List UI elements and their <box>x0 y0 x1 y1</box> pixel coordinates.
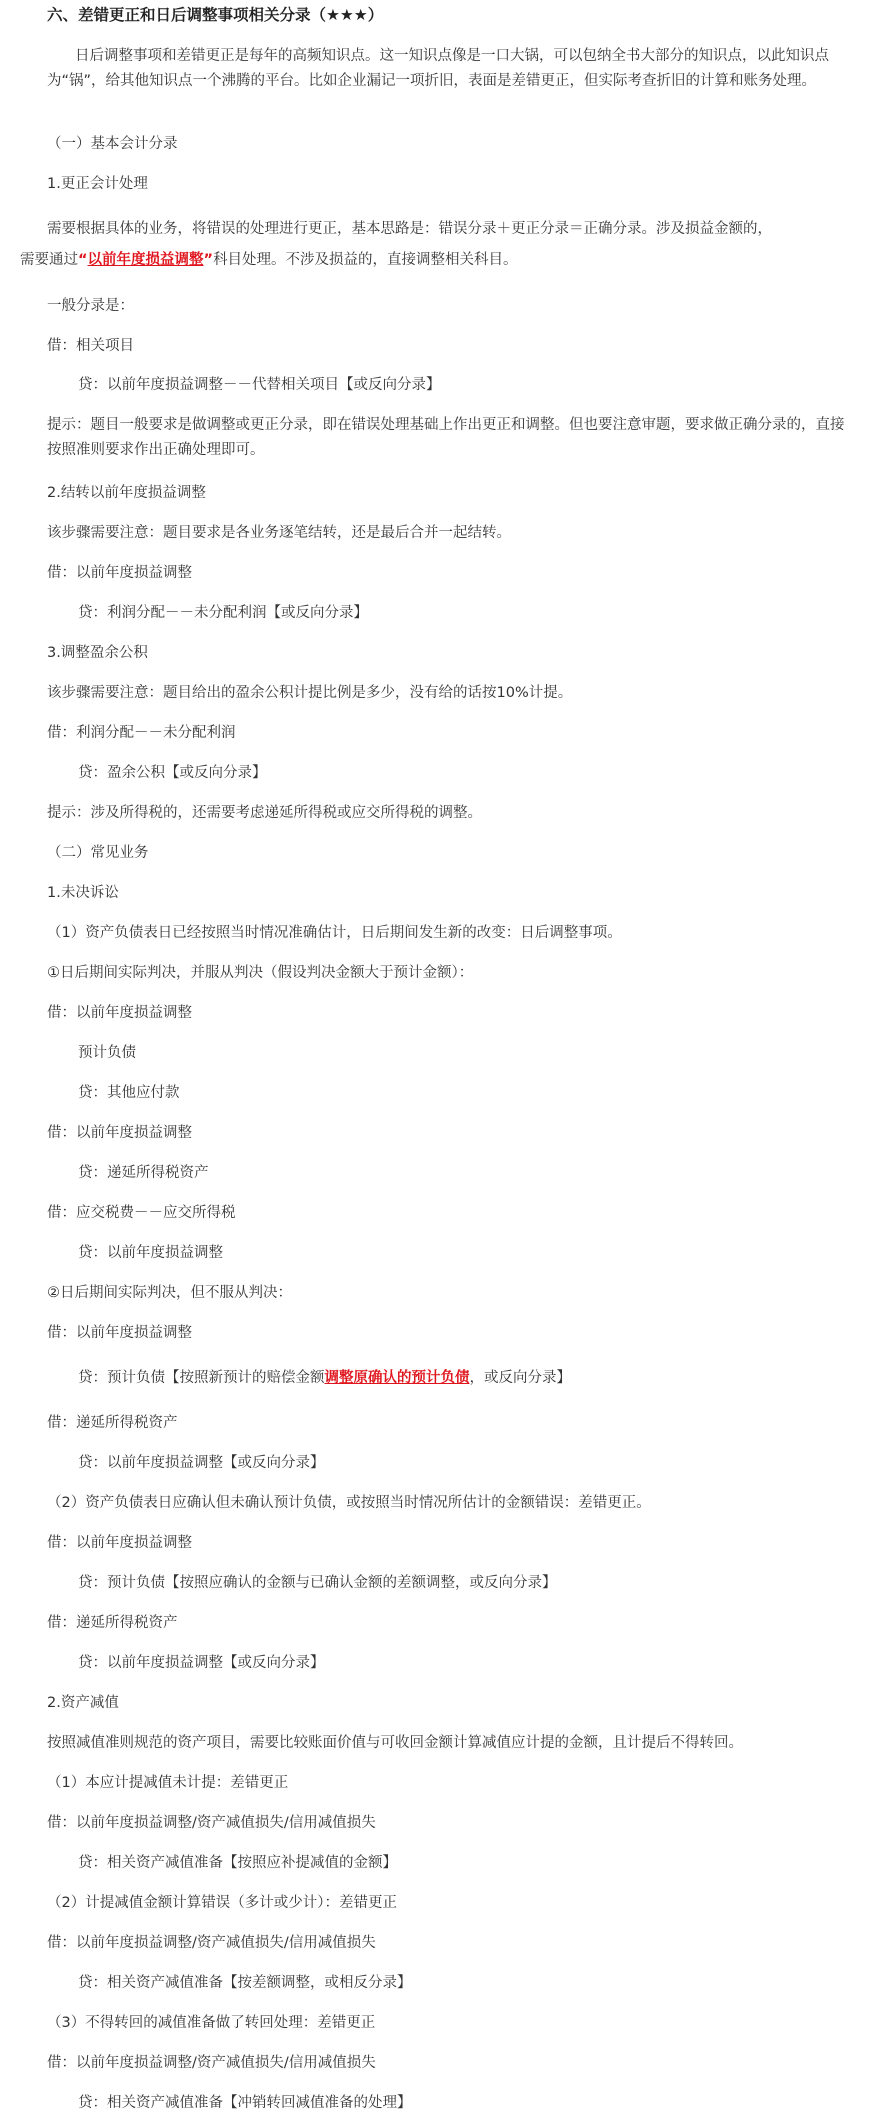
tip-paragraph: 提示：题目一般要求是做调整或更正分录，即在错误处理基础上作出更正和调整。但也要注意审题，要求做正确分录的，直接按照准则要求作出正确处理即可。 <box>47 417 845 458</box>
highlight-adjust-estimate: 调整原确认的预计负债 <box>324 1370 470 1386</box>
entry-debit: 借：递延所得税资产 <box>47 1415 178 1431</box>
correction-paragraph-line2 <box>0 250 872 270</box>
text-fragment: ，或反向分录】 <box>469 1370 571 1386</box>
entry-credit <box>0 1368 872 1388</box>
entry-credit: 贷：以前年度损益调整－－代替相关项目【或反向分录】 <box>78 377 441 393</box>
entry-credit: 贷：盈余公积【或反向分录】 <box>78 765 267 781</box>
text-fragment: 需要通过 <box>20 252 78 268</box>
entry-debit: 借：以前年度损益调整 <box>47 565 192 581</box>
impairment-case-1: （1）本应计提减值未计提：差错更正 <box>47 1775 289 1791</box>
case-1b: ②日后期间实际判决，但不服从判决： <box>47 1285 292 1301</box>
heading-litigation: 1.未决诉讼 <box>47 885 119 901</box>
entry-debit: 借：以前年度损益调整/资产减值损失/信用减值损失 <box>47 2055 376 2071</box>
entry-credit: 贷：以前年度损益调整【或反向分录】 <box>78 1655 325 1671</box>
heading-basic-entries: （一）基本会计分录 <box>47 136 178 152</box>
highlight-prior-year-adjustment: 以前年度损益调整 <box>87 252 204 268</box>
heading-common: （二）常见业务 <box>47 845 149 861</box>
case-1: （1）资产负债表日已经按照当时情况准确估计，日后期间发生新的改变：日后调整事项。 <box>47 925 622 941</box>
entry-debit-sub: 预计负债 <box>78 1045 136 1061</box>
entry-credit: 贷：相关资产减值准备【按照应补提减值的金额】 <box>78 1855 397 1871</box>
correction-paragraph-line1: 需要根据具体的业务，将错误的处理进行更正，基本思路是：错误分录＋更正分录＝正确分录。涉及损益金额的， <box>47 221 772 237</box>
impairment-case-2: （2）计提减值金额计算错误（多计或少计）：差错更正 <box>47 1895 397 1911</box>
entry-debit: 借：以前年度损益调整/资产减值损失/信用减值损失 <box>47 1935 376 1951</box>
entry-debit: 借：递延所得税资产 <box>47 1615 178 1631</box>
entry-debit: 借：利润分配－－未分配利润 <box>47 725 236 741</box>
case-1a: ①日后期间实际判决，并服从判决（假设判决金额大于预计金额）： <box>47 965 474 981</box>
tip-tax: 提示：涉及所得税的，还需要考虑递延所得税或应交所得税的调整。 <box>47 805 482 821</box>
entry-credit: 贷：递延所得税资产 <box>78 1165 209 1181</box>
case-2: （2）资产负债表日应确认但未确认预计负债，或按照当时情况所估计的金额错误：差错更正。 <box>47 1495 651 1511</box>
entry-debit: 借：相关项目 <box>47 338 134 354</box>
entry-credit: 贷：以前年度损益调整 <box>78 1245 223 1261</box>
note-impairment: 按照减值准则规范的资产项目，需要比较账面价值与可收回金额计算减值应计提的金额，且计提后不得转回。 <box>47 1735 743 1751</box>
heading-surplus: 3.调整盈余公积 <box>47 645 148 661</box>
intro-paragraph: 日后调整事项和差错更正是每年的高频知识点。这一知识点像是一口大锅，可以包纳全书大部分的知识点，以此知识点为“锅”，给其他知识点一个沸腾的平台。比如企业漏记一项折旧，表面是差错更正，但实际考查折旧的计算和账务处理。 <box>47 48 829 89</box>
entry-credit: 贷：相关资产减值准备【冲销转回减值准备的处理】 <box>78 2095 412 2111</box>
entry-credit: 贷：预计负债【按照应确认的金额与已确认金额的差额调整，或反向分录】 <box>78 1575 557 1591</box>
general-entry-label: 一般分录是： <box>47 298 134 314</box>
entry-debit: 借：以前年度损益调整/资产减值损失/信用减值损失 <box>47 1815 376 1831</box>
entry-credit: 贷：以前年度损益调整【或反向分录】 <box>78 1455 325 1471</box>
entry-credit: 贷：利润分配－－未分配利润【或反向分录】 <box>78 605 368 621</box>
entry-credit: 贷：其他应付款 <box>78 1085 180 1101</box>
entry-credit: 贷：相关资产减值准备【按差额调整，或相反分录】 <box>78 1975 412 1991</box>
entry-debit: 借：以前年度损益调整 <box>47 1535 192 1551</box>
note-surplus: 该步骤需要注意：题目给出的盈余公积计提比例是多少，没有给的话按10%计提。 <box>47 685 573 701</box>
entry-debit: 借：以前年度损益调整 <box>47 1005 192 1021</box>
heading-correction: 1.更正会计处理 <box>47 176 148 192</box>
quote-close: ” <box>203 252 214 268</box>
entry-debit: 借：应交税费－－应交所得税 <box>47 1205 236 1221</box>
note-transfer: 该步骤需要注意：题目要求是各业务逐笔结转，还是最后合并一起结转。 <box>47 525 511 541</box>
entry-debit: 借：以前年度损益调整 <box>47 1325 192 1341</box>
section-title: 六、差错更正和日后调整事项相关分录（★★★） <box>47 6 384 24</box>
impairment-case-3: （3）不得转回的减值准备做了转回处理：差错更正 <box>47 2015 376 2031</box>
text-fragment: 贷：预计负债【按照新预计的赔偿金额 <box>78 1370 325 1386</box>
heading-impairment: 2.资产减值 <box>47 1695 119 1711</box>
heading-transfer: 2.结转以前年度损益调整 <box>47 485 206 501</box>
quote-open: “ <box>78 252 88 268</box>
entry-debit: 借：以前年度损益调整 <box>47 1125 192 1141</box>
text-fragment: 科目处理。不涉及损益的，直接调整相关科目。 <box>213 252 518 268</box>
